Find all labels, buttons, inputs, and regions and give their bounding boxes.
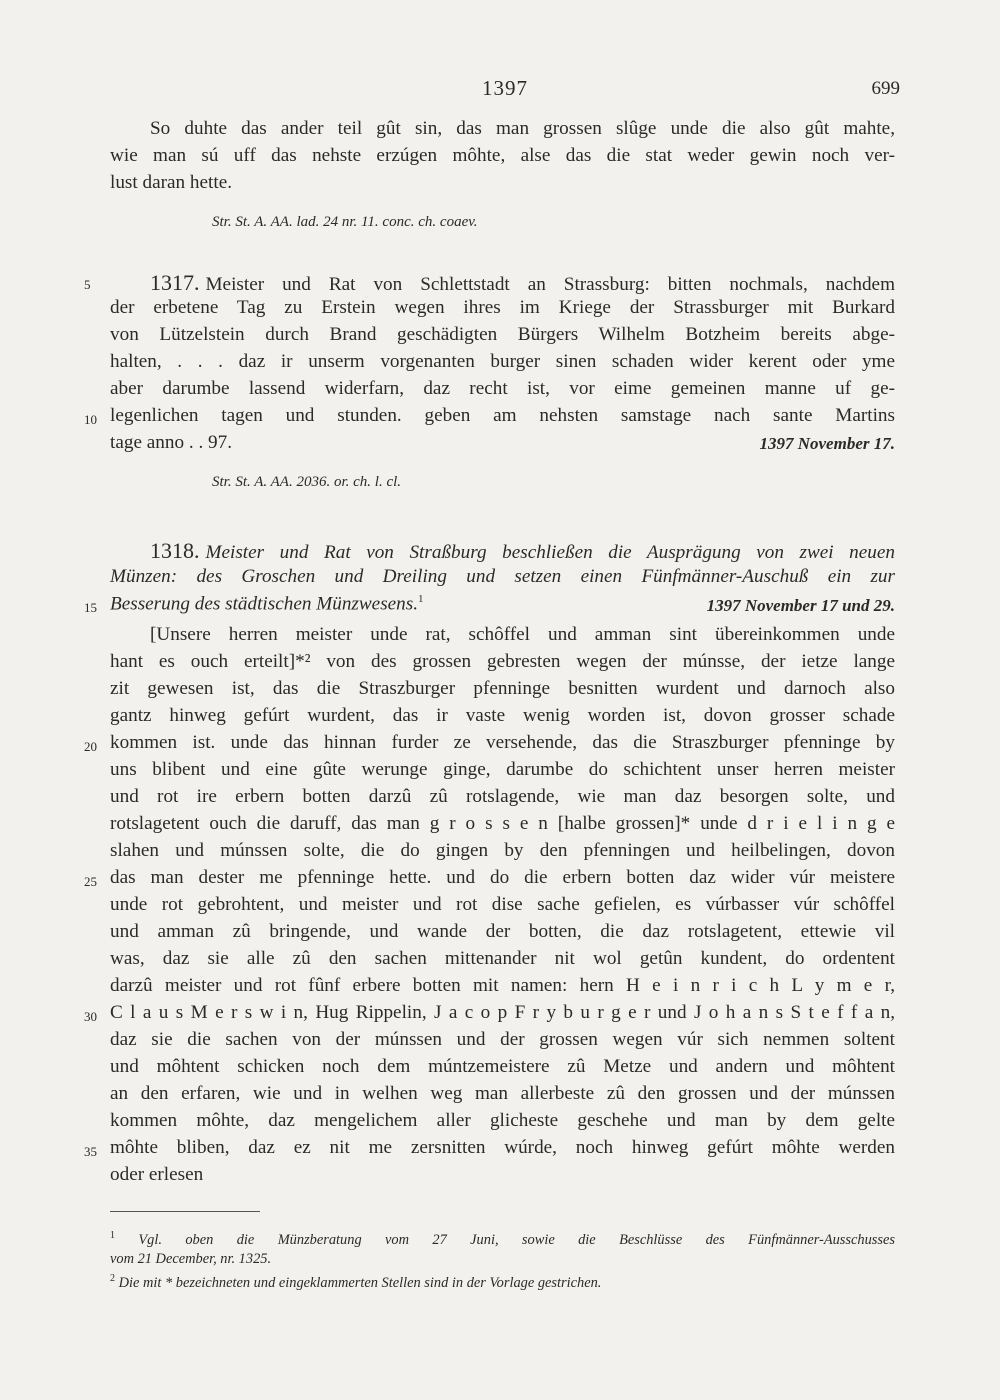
footnote-mark: 1 <box>110 1230 115 1241</box>
entry-text: Meister und Rat von Schlettstadt an Strassburg: bitten nochmals, nachdem <box>205 274 895 295</box>
text-line: und rot ire erbern botten darzû zû rotslagende, wie man daz besorgen solte, und <box>110 786 895 807</box>
entry-number: 1317. <box>150 270 200 295</box>
page-header <box>110 76 900 106</box>
footnote-mark: 2 <box>110 1273 115 1284</box>
text-line: und môhtent schicken noch dem múntzemeistere zû Metze und andern und môhtent <box>110 1056 895 1077</box>
text-line: C l a u s M e r s w i n, Hug Rippelin, J a c o p F r y b u r g e r und J o h a n s S t e f f a n, <box>110 1002 895 1023</box>
text-line: kommen ist. unde das hinnan furder ze versehende, das die Straszburger pfenninge by <box>110 732 895 753</box>
text-line: von Lützelstein durch Brand geschädigten Bürgers Wilhelm Botzheim bereits abge- <box>110 324 895 345</box>
entry-date: 1397 November 17. <box>759 434 895 453</box>
line-number: 25 <box>84 874 97 889</box>
text-line: aber darumbe lassend widerfarn, daz recht ist, vor eime gemeinen manne uf ge- <box>110 378 895 399</box>
line-number: 15 <box>84 600 97 615</box>
text-line: wie man sú uff das nehste erzúgen môhte, alse das die stat weder gewin noch ver- <box>110 145 895 166</box>
entry-date: 1397 November 17 und 29. <box>706 596 895 615</box>
text-line: hant es ouch erteilt]*² von des grossen gebresten wegen der múnsse, der ietze lange <box>110 651 895 672</box>
text-line: gantz hinweg gefúrt wurdent, das ir vaste wenig worden ist, dovon grosser schade <box>110 705 895 726</box>
entry-title: Meister und Rat von Straßburg beschließen die Ausprägung von zwei neuen <box>205 542 895 563</box>
entry-heading-1317 <box>150 270 895 296</box>
text-line: halten, . . . daz ir unserm vorgenanten burger sinen schaden wider kerent oder yme <box>110 351 895 372</box>
text-line: legenlichen tagen und stunden. geben am nehsten samstage nach sante Martins <box>110 405 895 426</box>
footnote-1: $^1$ Vgl. oben die Münzberatung vom 27 Juni, sowie die Beschlüsse des Fünfmänner-Ausschusses <box>110 1230 895 1248</box>
text-line: an den erfaren, wie und in welhen weg man allerbeste zû den grossen und der múnssen <box>110 1083 895 1104</box>
footnote-1-cont: vom 21 December, nr. 1325. <box>110 1251 272 1267</box>
text-line: lust daran hette. <box>110 172 233 193</box>
footnote-rule <box>110 1211 260 1212</box>
text-line: zit gewesen ist, das die Straszburger pfenninge besnitten wurdent und darnoch also <box>110 678 895 699</box>
text-line: kommen môhte, daz mengelichem aller glicheste geschehe und man by dem gelte <box>110 1110 895 1131</box>
text-line: daz sie die sachen von der múnssen und der grossen wegen vúr sich nemmen soltent <box>110 1029 895 1050</box>
text-line: das man dester me pfenninge hette. und do die erbern botten daz wider vúr meistere <box>110 867 895 888</box>
entry-heading-1318 <box>150 538 895 564</box>
line-number: 30 <box>84 1009 97 1024</box>
text-line: [Unsere herren meister unde rat, schôffel und amman sint übereinkommen unde <box>150 624 895 645</box>
text-line: und amman zû bringende, und wande der botten, die daz rotslagetent, ettewie vil <box>110 921 895 942</box>
entry-title-line: Münzen: des Groschen und Dreiling und setzen einen Fünfmänner-Auschuß ein zur <box>110 566 895 587</box>
line-number: 20 <box>84 739 97 754</box>
text-line: was, daz sie alle zû den sachen mittenander nit wol getûn kundent, do ordentent <box>110 948 895 969</box>
line-number: 35 <box>84 1144 97 1159</box>
line-number: 10 <box>84 412 97 427</box>
source-citation: Str. St. A. AA. lad. 24 nr. 11. conc. ch. coaev. <box>212 214 478 230</box>
line-number: 5 <box>84 277 91 292</box>
text-line: darzû meister und rot fûnf erbere botten mit namen: hern H e i n r i c h L y m e r, <box>110 975 895 996</box>
footnote-2: $^2$ Die mit * bezeichneten und eingeklammerten Stellen sind in der Vorlage gestrichen. <box>110 1273 602 1291</box>
text-line: rotslagetent ouch die daruff, das man g r o s s e n [halbe grossen]* unde d r i e l i n g e <box>110 813 895 834</box>
text-line: môhte bliben, daz ez nit me zersnitten wúrde, noch hinweg gefúrt môhte werden <box>110 1137 895 1158</box>
text-line: oder erlesen <box>110 1164 204 1185</box>
text-line: slahen und múnssen solte, die do gingen by den pfenningen und heilbelingen, dovon <box>110 840 895 861</box>
entry-title-line: Besserung des städtischen Münzwesens.$^1$ <box>110 593 424 615</box>
source-citation: Str. St. A. AA. 2036. or. ch. l. cl. <box>212 474 402 490</box>
header-year: 1397 <box>482 76 528 100</box>
text-line: tage anno . . 97. <box>110 432 233 453</box>
text-line: So duhte das ander teil gût sin, das man grossen slûge unde die also gût mahte, <box>150 118 895 139</box>
page-number: 699 <box>871 78 900 99</box>
text-line: unde rot gebrohtent, und meister und rot dise sache gefielen, es vúrbasser vúr schôffel <box>110 894 895 915</box>
text-line: uns blibent und eine gûte werunge ginge, darumbe do schichtent unser herren meister <box>110 759 895 780</box>
entry-number: 1318. <box>150 538 200 563</box>
text-line: der erbetene Tag zu Erstein wegen ihres im Kriege der Strassburger mit Burkard <box>110 297 895 318</box>
footnote-ref: 1 <box>418 593 424 605</box>
